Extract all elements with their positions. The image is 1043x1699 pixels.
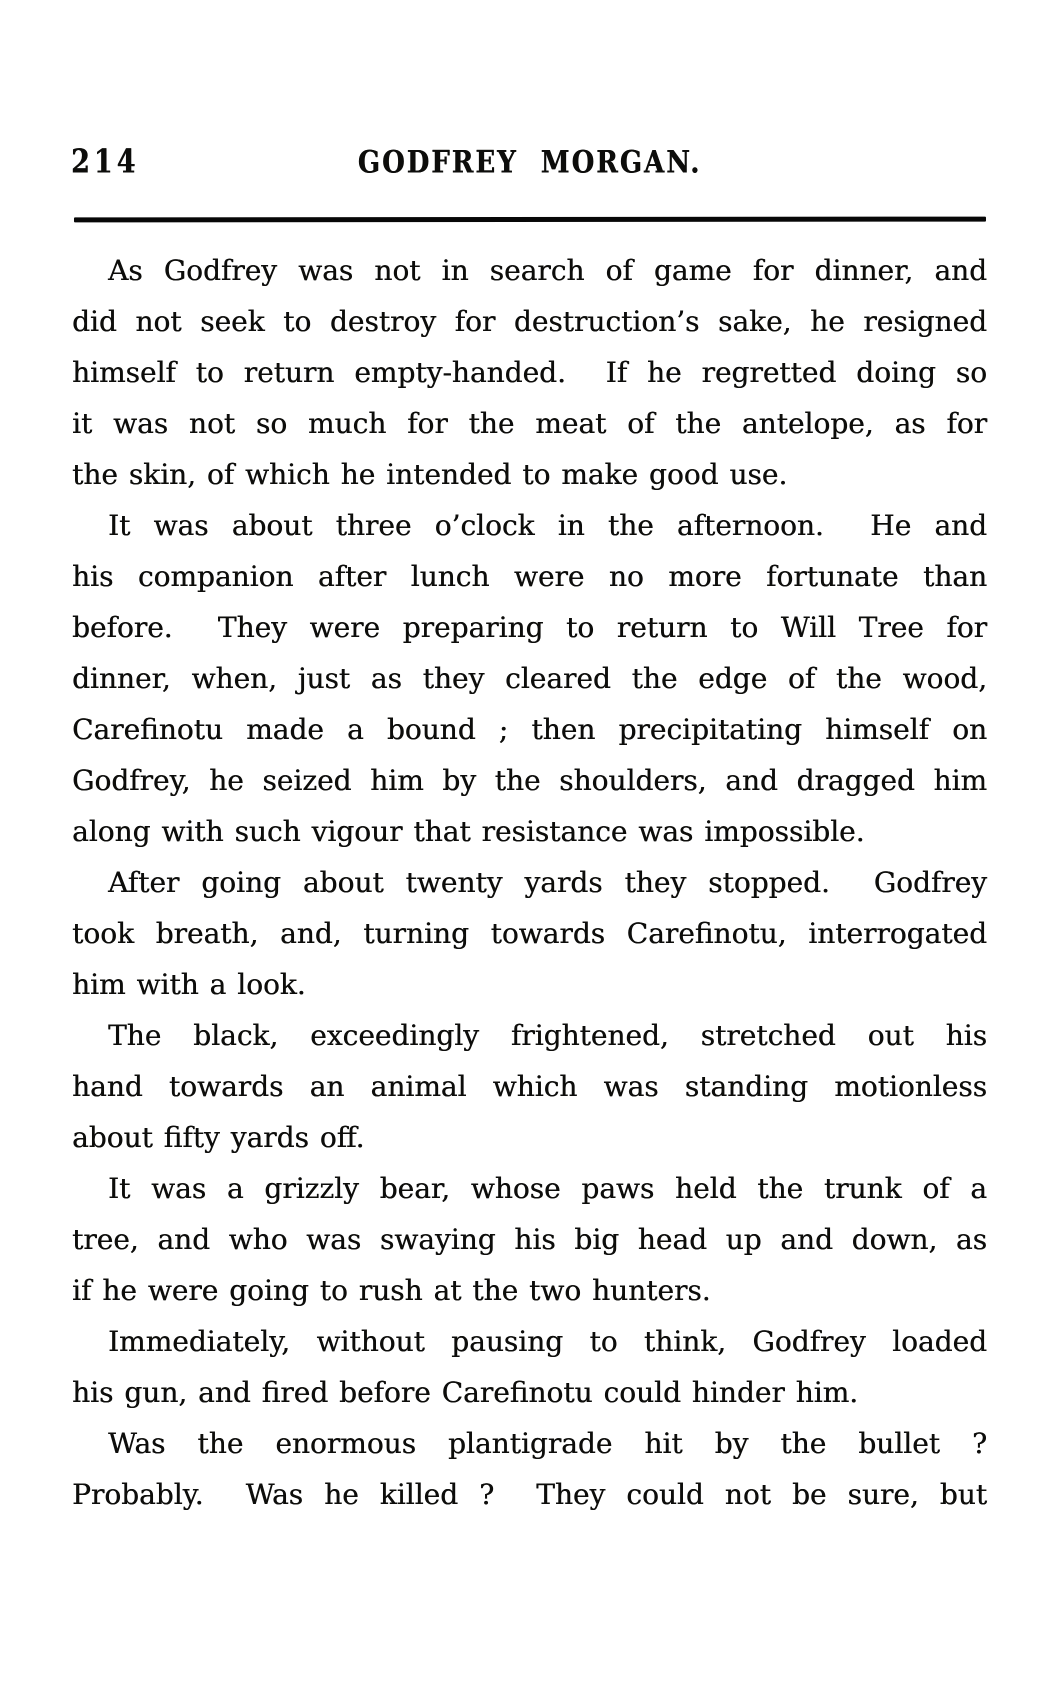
running-header-title: GODFREY MORGAN. (357, 145, 702, 181)
text-line: him with a look. (72, 968, 306, 1001)
paragraph (72, 857, 987, 1010)
text-line: Was the enormous plantigrade hit by the bullet ? (108, 1427, 987, 1460)
text-line: tree, and who was swaying his big head up and down, as (72, 1223, 987, 1256)
paragraph (72, 245, 987, 500)
text-line: if he were going to rush at the two hunters. (72, 1274, 711, 1307)
paragraph (72, 500, 987, 857)
page-body-text (72, 245, 987, 1520)
text-line: himself to return empty-handed. If he regretted doing so (72, 356, 987, 389)
text-line: It was about three o’clock in the afternoon. He and (108, 509, 987, 542)
text-line: the skin, of which he intended to make good use. (72, 458, 788, 491)
header-rule (74, 217, 986, 223)
text-line: It was a grizzly bear, whose paws held the trunk of a (108, 1172, 987, 1205)
page-number: 214 (71, 143, 140, 181)
text-line: dinner, when, just as they cleared the edge of the wood, (72, 662, 987, 695)
text-line: As Godfrey was not in search of game for dinner, and (108, 254, 987, 287)
text-line: it was not so much for the meat of the antelope, as for (72, 407, 987, 440)
text-line: about fifty yards off. (72, 1121, 365, 1154)
text-line: hand towards an animal which was standing motionless (72, 1070, 987, 1103)
text-line: along with such vigour that resistance was impossible. (72, 815, 865, 848)
text-line: Godfrey, he seized him by the shoulders, and dragged him (72, 764, 987, 797)
paragraph (72, 1316, 987, 1418)
text-line: his gun, and fired before Carefinotu could hinder him. (72, 1376, 859, 1409)
paragraph (72, 1163, 987, 1316)
paragraph (72, 1418, 987, 1520)
paragraph (72, 1010, 987, 1163)
text-line: Carefinotu made a bound ; then precipitating himself on (72, 713, 987, 746)
text-line: Probably. Was he killed ? They could not be sure, but (72, 1478, 987, 1511)
text-line: Immediately, without pausing to think, Godfrey loaded (108, 1325, 987, 1358)
text-line: did not seek to destroy for destruction’s sake, he resigned (72, 305, 987, 338)
text-line: took breath, and, turning towards Carefinotu, interrogated (72, 917, 987, 950)
text-line: After going about twenty yards they stopped. Godfrey (108, 866, 987, 899)
text-line: before. They were preparing to return to Will Tree for (72, 611, 987, 644)
text-line: his companion after lunch were no more fortunate than (72, 560, 987, 593)
text-line: The black, exceedingly frightened, stretched out his (108, 1019, 987, 1052)
